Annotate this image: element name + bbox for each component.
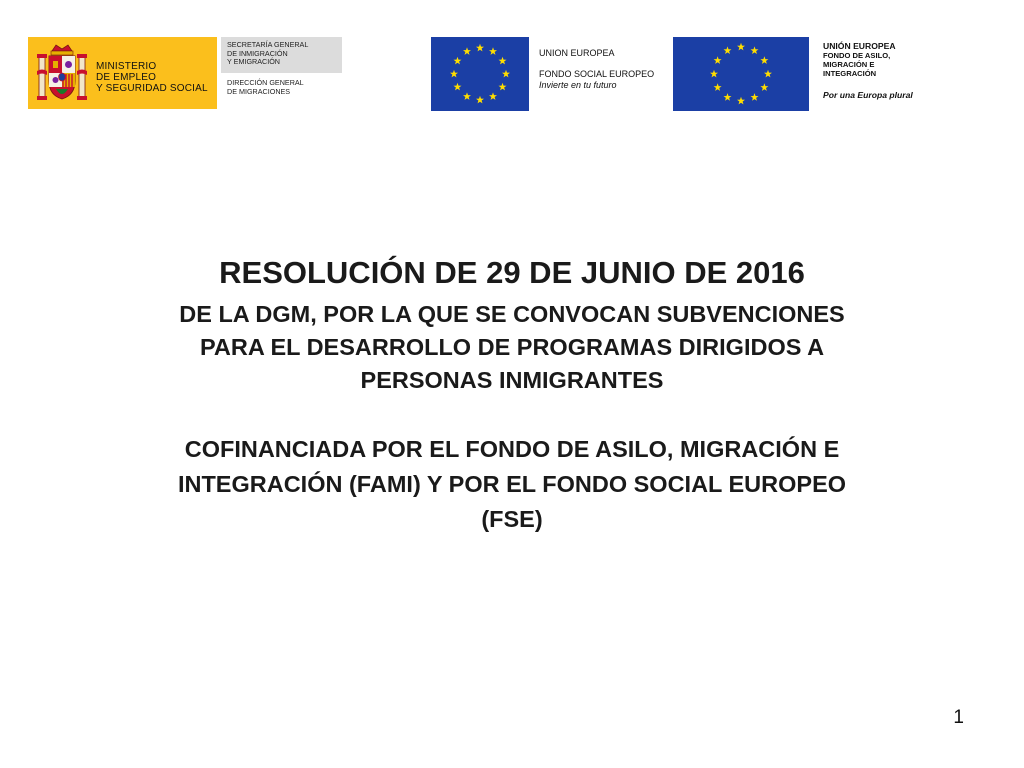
eu-star-icon <box>476 96 484 104</box>
eu-star-icon <box>463 92 471 100</box>
eu-star-icon <box>764 70 772 78</box>
page-title: RESOLUCIÓN DE 29 DE JUNIO DE 2016 <box>219 255 805 290</box>
cofinancing-line: COFINANCIADA POR EL FONDO DE ASILO, MIGRACIÓN E <box>184 436 840 462</box>
cofinancing-line: INTEGRACIÓN (FAMI) Y POR EL FONDO SOCIAL EUROPEO <box>177 471 847 497</box>
secretaria-line: DE INMIGRACIÓN <box>227 48 288 58</box>
ministry-line: MINISTERIO <box>96 61 157 72</box>
fami-fund-line: INTEGRACIÓN <box>823 68 877 78</box>
eu-star-icon <box>751 46 759 54</box>
ministry-logo <box>28 37 217 109</box>
secretaria-line: SECRETARÍA GENERAL <box>227 40 309 49</box>
ministry-line: DE EMPLEO <box>96 72 157 83</box>
subtitle-line: PERSONAS INMIGRANTES <box>360 367 664 393</box>
eu-star-icon <box>710 70 718 78</box>
eu-star-icon <box>499 57 507 65</box>
fami-motto: Por una Europa plural <box>823 90 913 101</box>
ministry-line: Y SEGURIDAD SOCIAL <box>96 83 208 94</box>
eu-star-icon <box>737 97 745 105</box>
fse-logo-text <box>539 48 671 91</box>
secretaria-general-text <box>227 41 308 67</box>
eu-stars-icon <box>673 37 809 111</box>
eu-star-icon <box>760 56 768 64</box>
fse-motto: Invierte en tu futuro <box>539 80 617 90</box>
eu-star-icon <box>450 70 458 78</box>
eu-star-icon <box>714 56 722 64</box>
eu-star-icon <box>499 83 507 91</box>
eu-flag-icon <box>673 37 809 111</box>
fse-union-label: UNION EUROPEA <box>539 48 615 58</box>
cofinancing-line: (FSE) <box>481 506 543 532</box>
eu-star-icon <box>453 83 461 91</box>
eu-star-icon <box>724 93 732 101</box>
fami-fund-line: FONDO DE ASILO, <box>823 51 891 60</box>
eu-star-icon <box>737 43 745 51</box>
eu-stars-icon <box>431 37 529 111</box>
spanish-coat-of-arms-icon <box>36 41 88 105</box>
fami-fund-line: MIGRACIÓN E <box>823 59 875 69</box>
eu-star-icon <box>724 46 732 54</box>
secretaria-logo <box>217 37 343 109</box>
direccion-line: DIRECCIÓN GENERAL <box>227 78 304 87</box>
eu-star-icon <box>502 70 510 78</box>
fami-union-label: UNIÓN EUROPEA <box>823 41 896 51</box>
cofinancing-statement <box>60 432 964 537</box>
eu-star-icon <box>489 92 497 100</box>
secretaria-line: Y EMIGRACIÓN <box>227 57 280 67</box>
fse-fund-label: FONDO SOCIAL EUROPEO <box>539 69 655 79</box>
secretaria-general-box <box>221 37 342 73</box>
eu-star-icon <box>714 83 722 91</box>
eu-star-icon <box>453 57 461 65</box>
eu-star-icon <box>760 83 768 91</box>
direccion-general-text <box>227 79 304 96</box>
direccion-line: DE MIGRACIONES <box>227 86 291 96</box>
eu-flag-icon <box>431 37 529 111</box>
subtitle-line: DE LA DGM, POR LA QUE SE CONVOCAN SUBVENCIONES <box>179 301 845 327</box>
page-number: 1 <box>953 707 964 728</box>
eu-star-icon <box>751 93 759 101</box>
eu-star-icon <box>463 47 471 55</box>
resolution-subtitle <box>60 298 964 397</box>
direccion-general-box <box>221 75 342 109</box>
eu-star-icon <box>489 47 497 55</box>
fami-logo-text <box>823 40 953 100</box>
ministry-name <box>96 61 208 94</box>
eu-star-icon <box>476 44 484 52</box>
subtitle-line: PARA EL DESARROLLO DE PROGRAMAS DIRIGIDOS A <box>199 334 825 360</box>
